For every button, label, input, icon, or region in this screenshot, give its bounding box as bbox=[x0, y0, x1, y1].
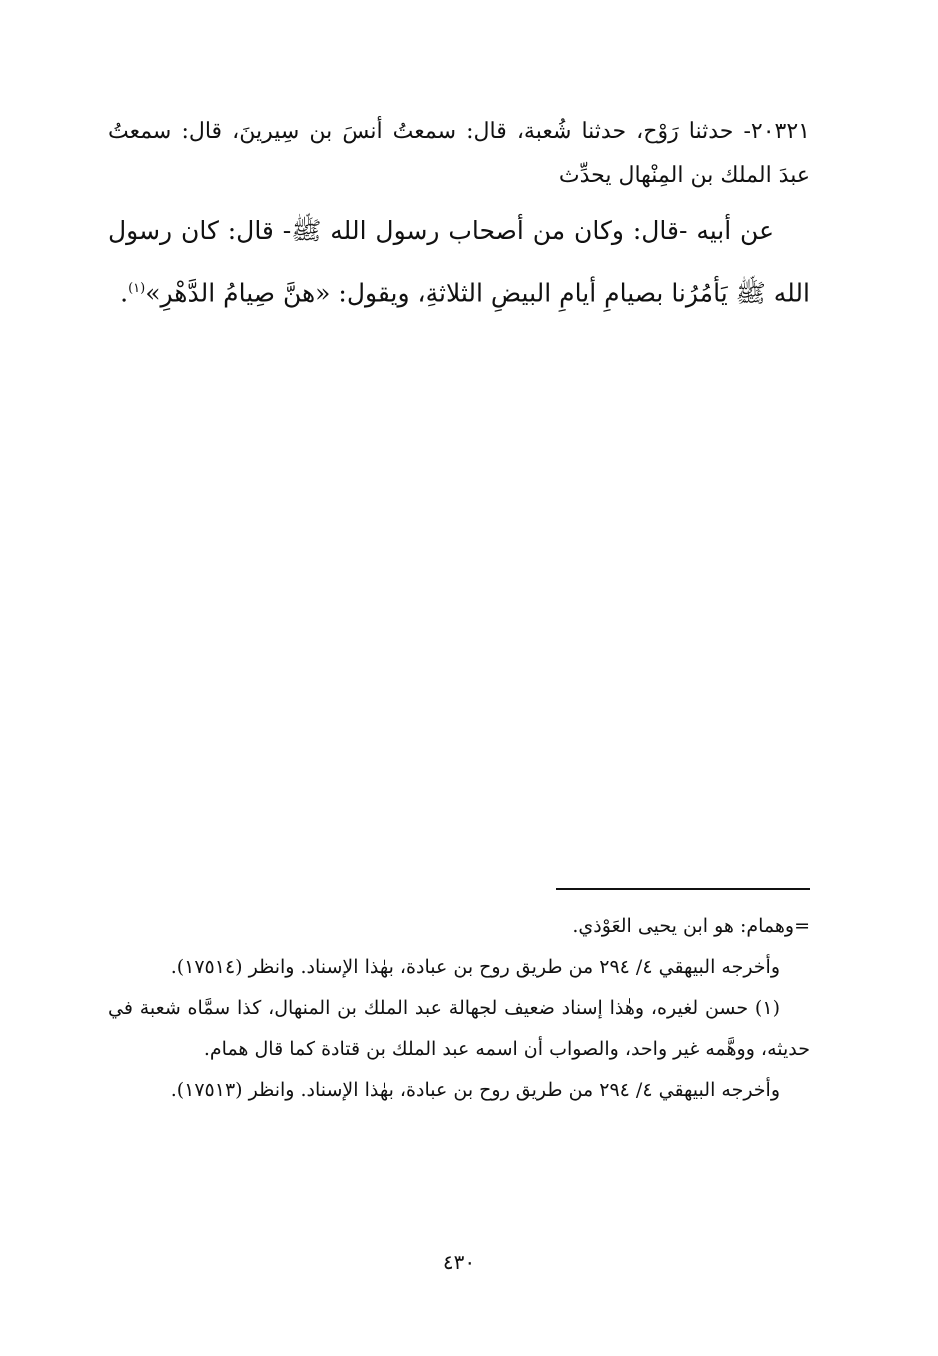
hadith-end: . bbox=[120, 278, 129, 308]
hadith-isnad: ٢٠٣٢١- حدثنا رَوْح، حدثنا شُعبة، قال: سمعتُ أنسَ بن سِيرينَ، قال: سمعتُ عبدَ الملك بن المِنْهال يحدِّث bbox=[108, 119, 810, 188]
footnote-line: وأخرجه البيهقي ٤/ ٢٩٤ من طريق روح بن عبادة، بهٰذا الإسناد. وانظر (١٧٥١٤). bbox=[170, 956, 780, 978]
footnote-line: =وهمام: هو ابن يحيى العَوْذي. bbox=[572, 915, 810, 937]
footnotes bbox=[108, 906, 810, 1111]
page bbox=[108, 110, 810, 1300]
footnote-line: (١) حسن لغيره، وهٰذا إسناد ضعيف لجهالة عبد الملك بن المنهال، كذا سمَّاه شعبة في حديثه، ووهَّمه غير واحد، والصواب أن اسمه عبد الملك بن قتادة كما قال همام. bbox=[108, 997, 810, 1060]
footnote-ref: (١) bbox=[128, 281, 146, 296]
footnote-separator bbox=[556, 888, 810, 890]
footnote-line: وأخرجه البيهقي ٤/ ٢٩٤ من طريق روح بن عبادة، بهٰذا الإسناد. وانظر (١٧٥١٣). bbox=[170, 1079, 780, 1101]
hadith-matn-text: عن أبيه -قال: وكان من أصحاب رسول الله ﷺ- قال: كان رسول الله ﷺ يَأمُرُنا بصيامِ أيامِ البيضِ الثلاثةِ، ويقول: «هنَّ صِيامُ الدَّهْرِ» bbox=[108, 216, 810, 308]
page-number: ٤٣٠ bbox=[442, 1250, 476, 1274]
hadith-matn bbox=[108, 202, 810, 322]
